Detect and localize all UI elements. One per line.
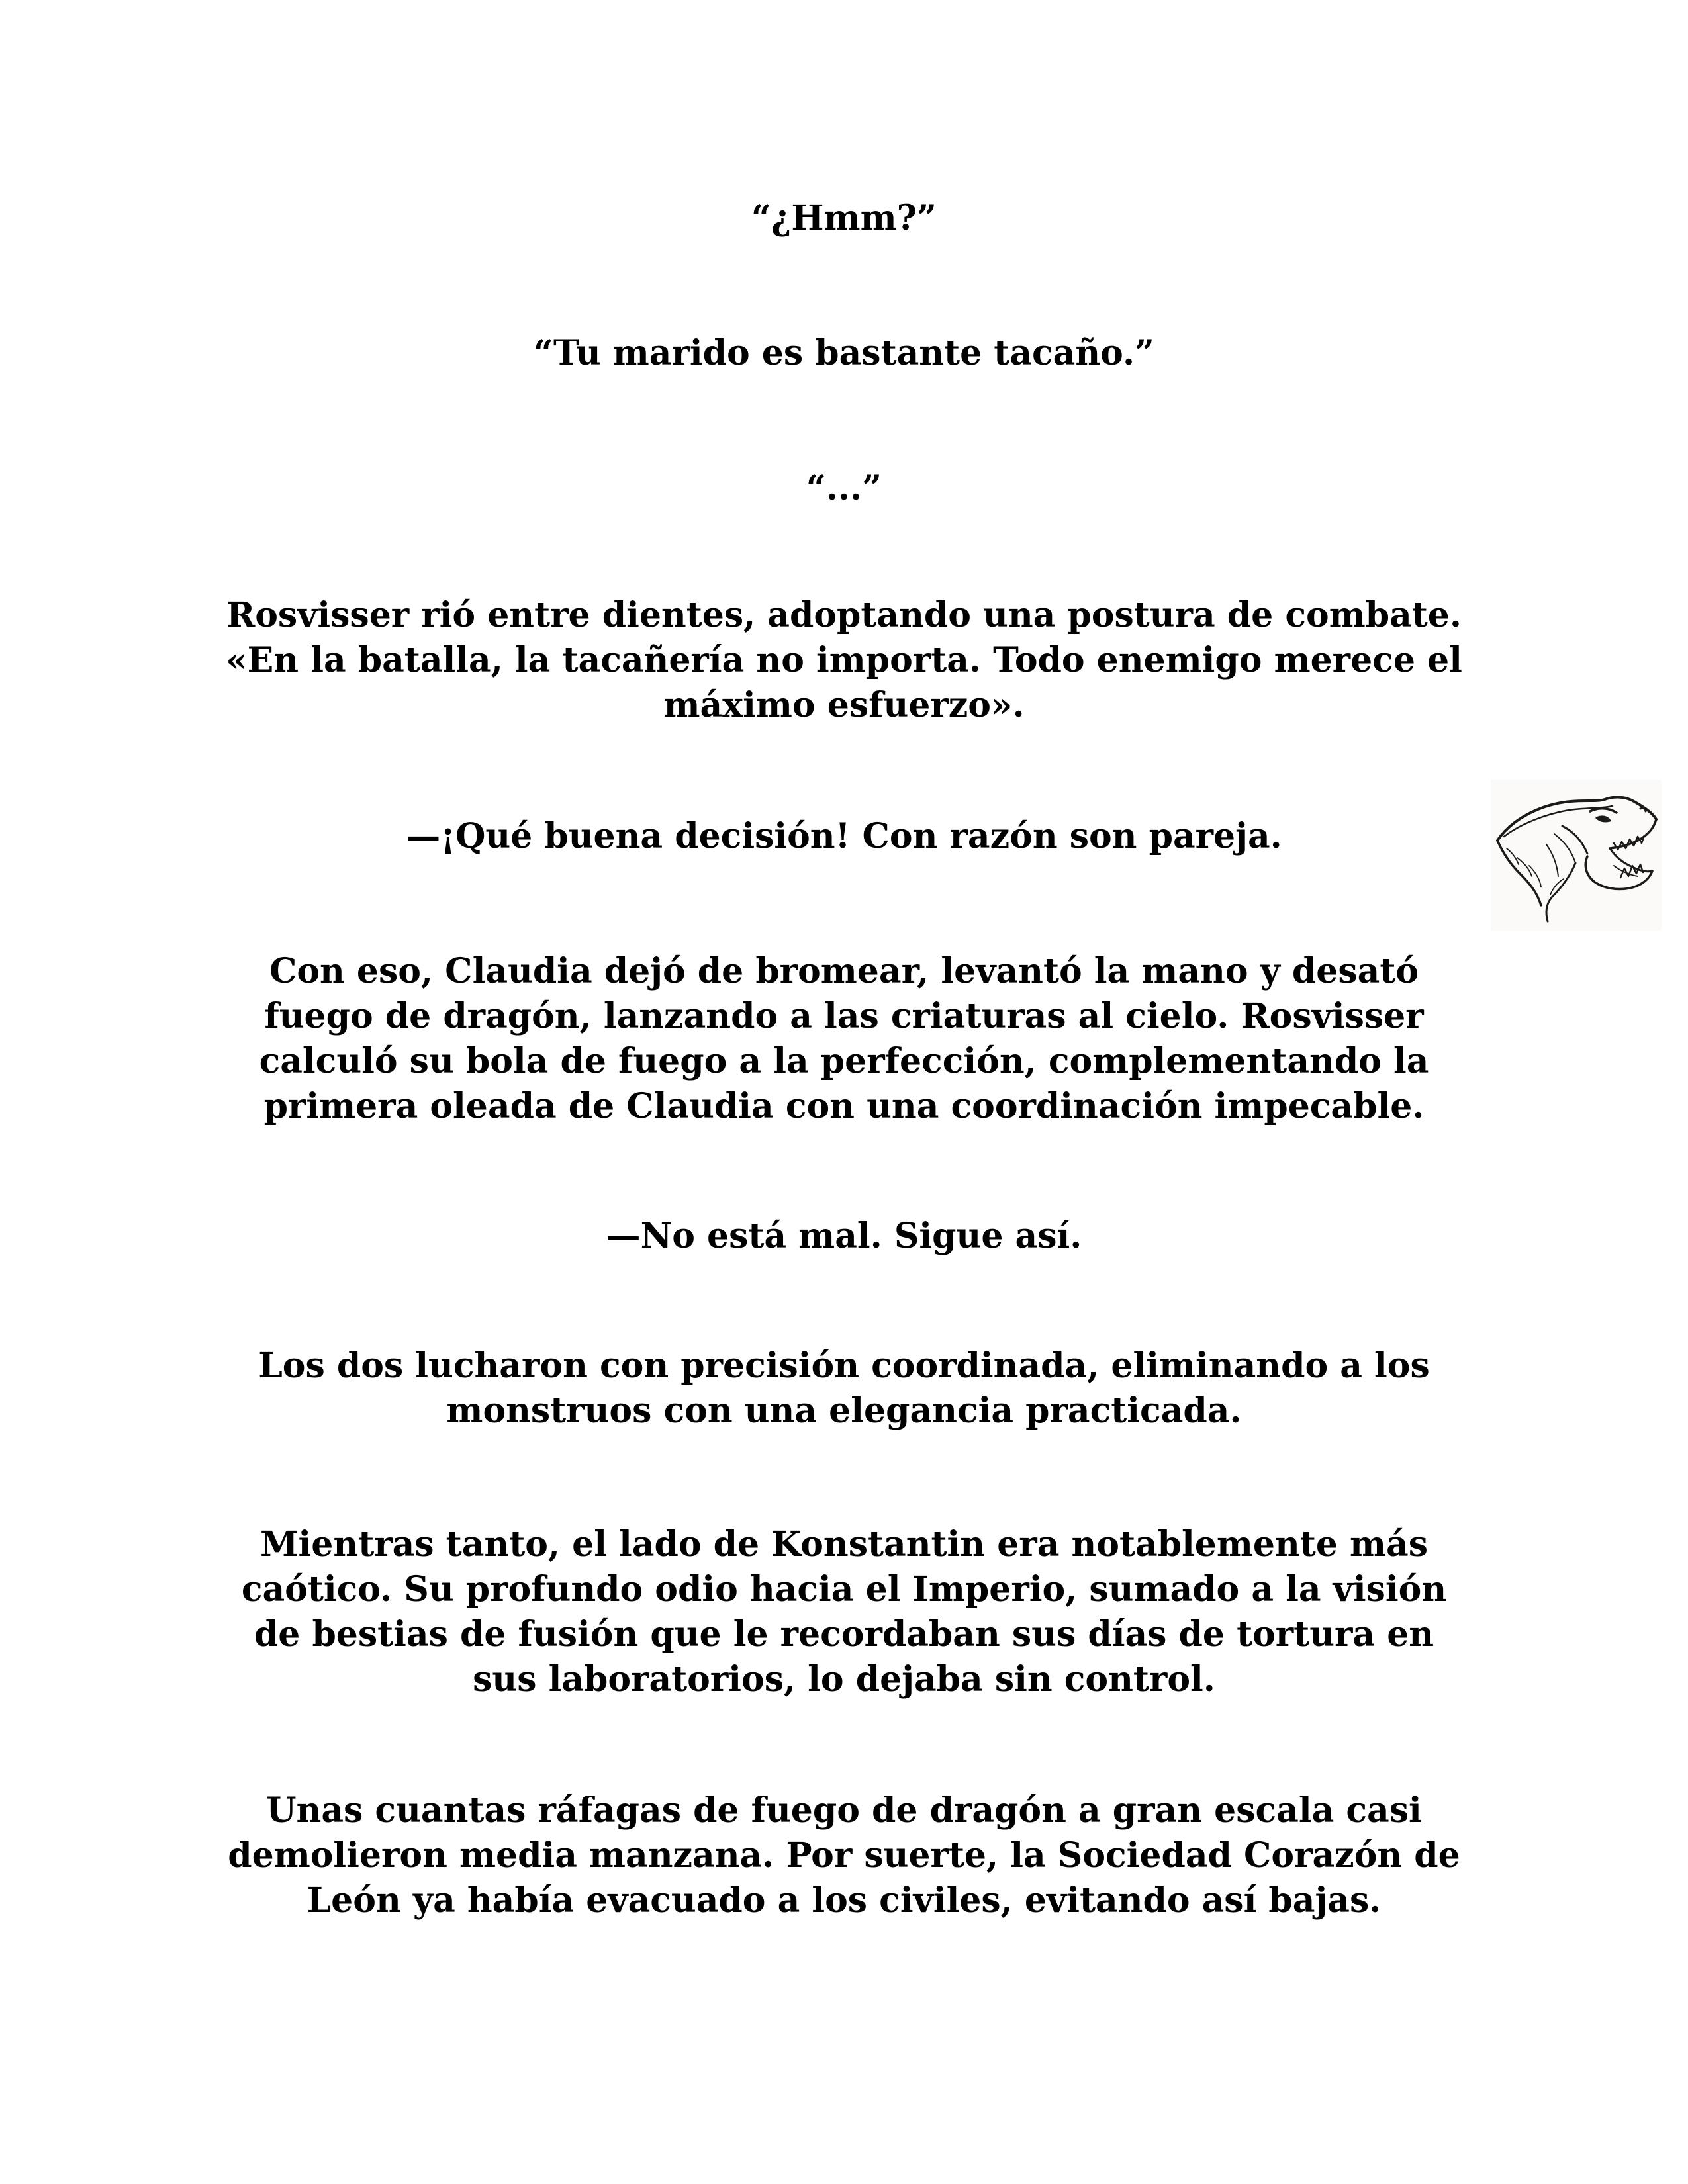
paragraph-los-dos: Los dos lucharon con precisión coordinada, eliminando a los monstruos con una elegancia practicada. (258, 1345, 1430, 1431)
dialogue-tacano: “Tu marido es bastante tacaño.” (534, 333, 1154, 373)
dragon-head-sketch-icon (1491, 780, 1662, 931)
paragraph-rafagas: Unas cuantas ráfagas de fuego de dragón a gran escala casi demolieron media manzana. Por suerte, la Sociedad Corazón de León ya había evacuado a los civiles, evitando así bajas. (228, 1790, 1460, 1921)
paragraph-rosvisser: Rosvisser rió entre dientes, adoptando una postura de combate. «En la batalla, la tacañería no importa. Todo enemigo merece el máximo esfuerzo». (226, 595, 1462, 725)
dialogue-hmm: “¿Hmm?” (751, 198, 937, 238)
dialogue-ellipsis: “...” (806, 468, 882, 508)
dialogue-no-esta-mal: —No está mal. Sigue así. (606, 1216, 1082, 1256)
dialogue-buena-decision: —¡Qué buena decisión! Con razón son pareja. (406, 816, 1282, 856)
paragraph-konstantin: Mientras tanto, el lado de Konstantin era notablemente más caótico. Su profundo odio hacia el Imperio, sumado a la visión de bestias de fusión que le recordaban sus días de tortura en sus laboratorios, lo dejaba sin control. (241, 1524, 1447, 1700)
paragraph-claudia: Con eso, Claudia dejó de bromear, levantó la mano y desató fuego de dragón, lanzando a las criaturas al cielo. Rosvisser calculó su bola de fuego a la perfección, complementando la primera oleada de Claudia con una coordinación impecable. (259, 951, 1429, 1126)
